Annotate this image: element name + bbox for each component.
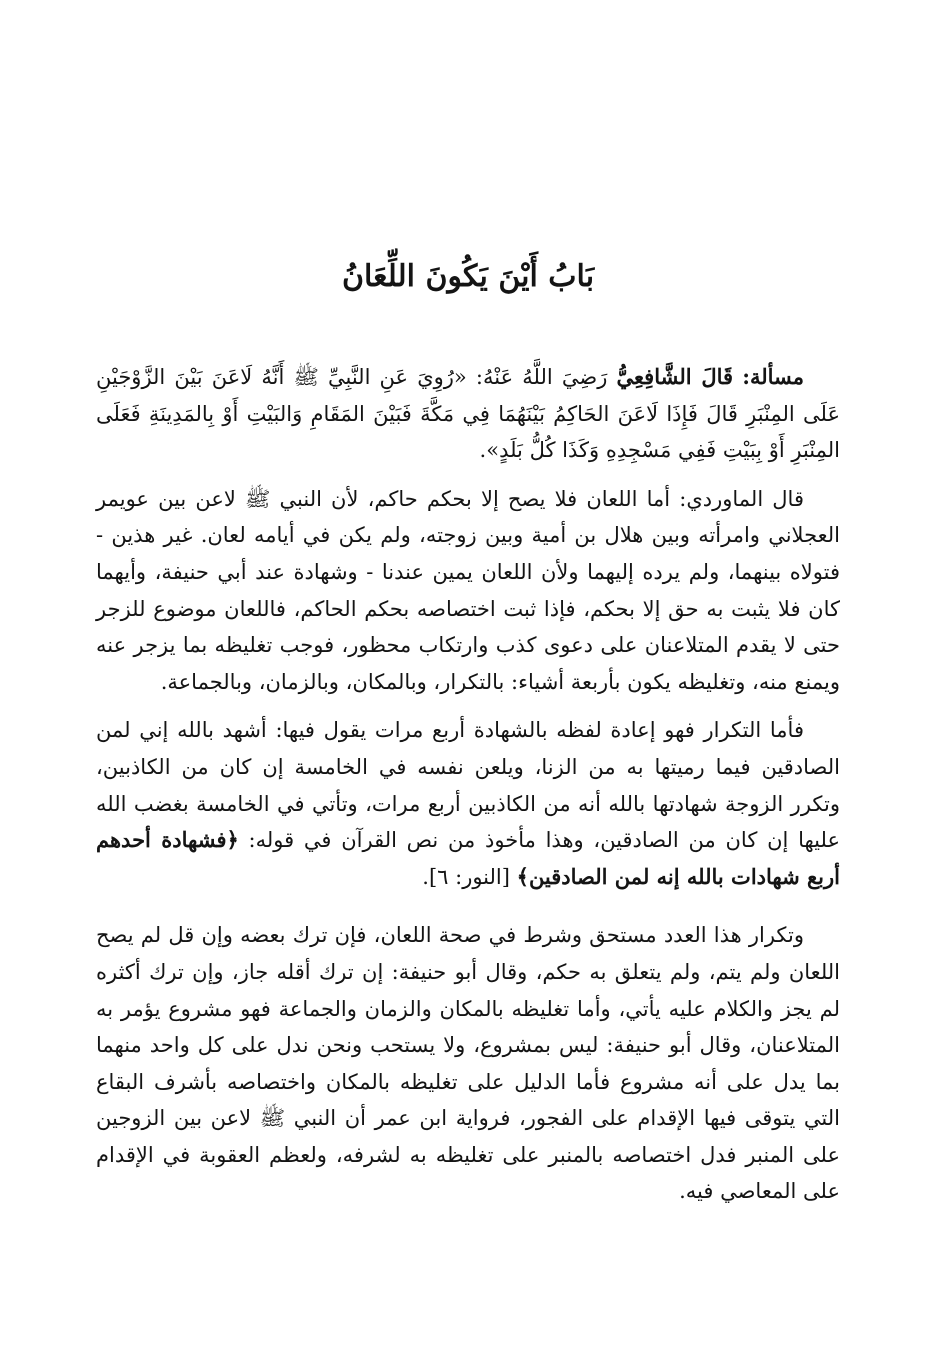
quran-verse: ﴿فشهادة أحدهم أربع شهادات بالله إنه لمن الصادقين﴾ <box>96 827 840 889</box>
quran-reference: [النور: ٦]. <box>422 864 510 889</box>
paragraph-mawardi: قال الماوردي: أما اللعان فلا يصح إلا بحكم حاكم، لأن النبي ﷺ لاعن بين عويمر العجلاني وامرأته وبين هلال بن أمية وبين زوجته، ولم يكن في أيامه لعان. غير هذين - فتولاه بينهما، ولم يرده إليهما ولأن اللعان يمين عندنا - وشهادة عند أبي حنيفة، وأيهما كان فلا يثبت به حق إلا بحكم، فإذا ثبت اختصاصه بحكم الحاكم، فاللعان موضوع للزجر حتى لا يقدم المتلاعنان على دعوى كذب وارتكاب محظور، فوجب تغليظه بما يزجر عنه ويمنع منه، وتغليظه يكون بأربعة أشياء: بالتكرار، وبالمكان، وبالزمان، وبالجماعة. <box>96 486 840 694</box>
paragraph-masala <box>96 359 840 469</box>
paragraph-takrar <box>96 712 840 895</box>
shafii-label: قَالَ الشَّافِعِيُّ <box>616 364 734 389</box>
paragraph-adad: وتكرار هذا العدد مستحق وشرط في صحة اللعان، فإن ترك بعضه وإن قل لم يصح اللعان ولم يتم، ولم يتعلق به حكم، وقال أبو حنيفة: إن ترك أقله جاز، وإن ترك أكثره لم يجز والكلام عليه يأتي، وأما تغليظه بالمكان والزمان والجماعة فهو مشروع يؤمر به المتلاعنان، وقال أبو حنيفة: ليس بمشروع، ولا يستحب ونحن ندل على كل واحد منهما بما يدل على أنه مشروع فأما الدليل على تغليظه بالمكان واختصاصه بأشرف البقاع التي يتوقى فيها الإقدام على الفجور، فرواية ابن عمر أن النبي ﷺ لاعن بين الزوجين على المنبر فدل اختصاصه بالمنبر على تغليظه به لشرفه، ولعظم العقوبة في الإقدام على المعاصي فيه. <box>96 923 840 1204</box>
chapter-title: بَابُ أَيْنَ يَكُونَ اللِّعَانُ <box>341 259 595 294</box>
masala-text: رَضِيَ اللَّهُ عَنْهُ: «رُوِيَ عَنِ النَّبِيِّ ﷺ أَنَّهُ لَاعَنَ بَيْنَ الزَّوْجَيْنِ عَلَى المِنْبَرِ قَالَ فَإِذَا لَاعَنَ الحَاكِمُ بَيْنَهُمَا فِي مَكَّةَ فَبَيْنَ المَقَامِ وَالبَيْتِ أَوْ بِالمَدِينَةِ فَعَلَى المِنْبَرِ أَوْ بِبَيْتِ فَفِي مَسْجِدِهِ وَكَذَا كُلُّ بَلَدٍ». <box>96 365 840 463</box>
masala-label: مسألة: <box>742 364 804 389</box>
takrar-text: فأما التكرار فهو إعادة لفظه بالشهادة أربع مرات يقول فيها: أشهد بالله إني لمن الصادقين فيما رميتها به من الزنا، ويلعن نفسه في الخامسة إن كان من الكاذبين، وتكرر الزوجة شهادتها بالله أنه من الكاذبين أربع مرات، وتأتي في الخامسة بغضب الله عليها إن كان من الصادقين، وهذا مأخوذ من نص القرآن في قوله: <box>96 718 840 853</box>
document-page <box>96 255 840 1222</box>
